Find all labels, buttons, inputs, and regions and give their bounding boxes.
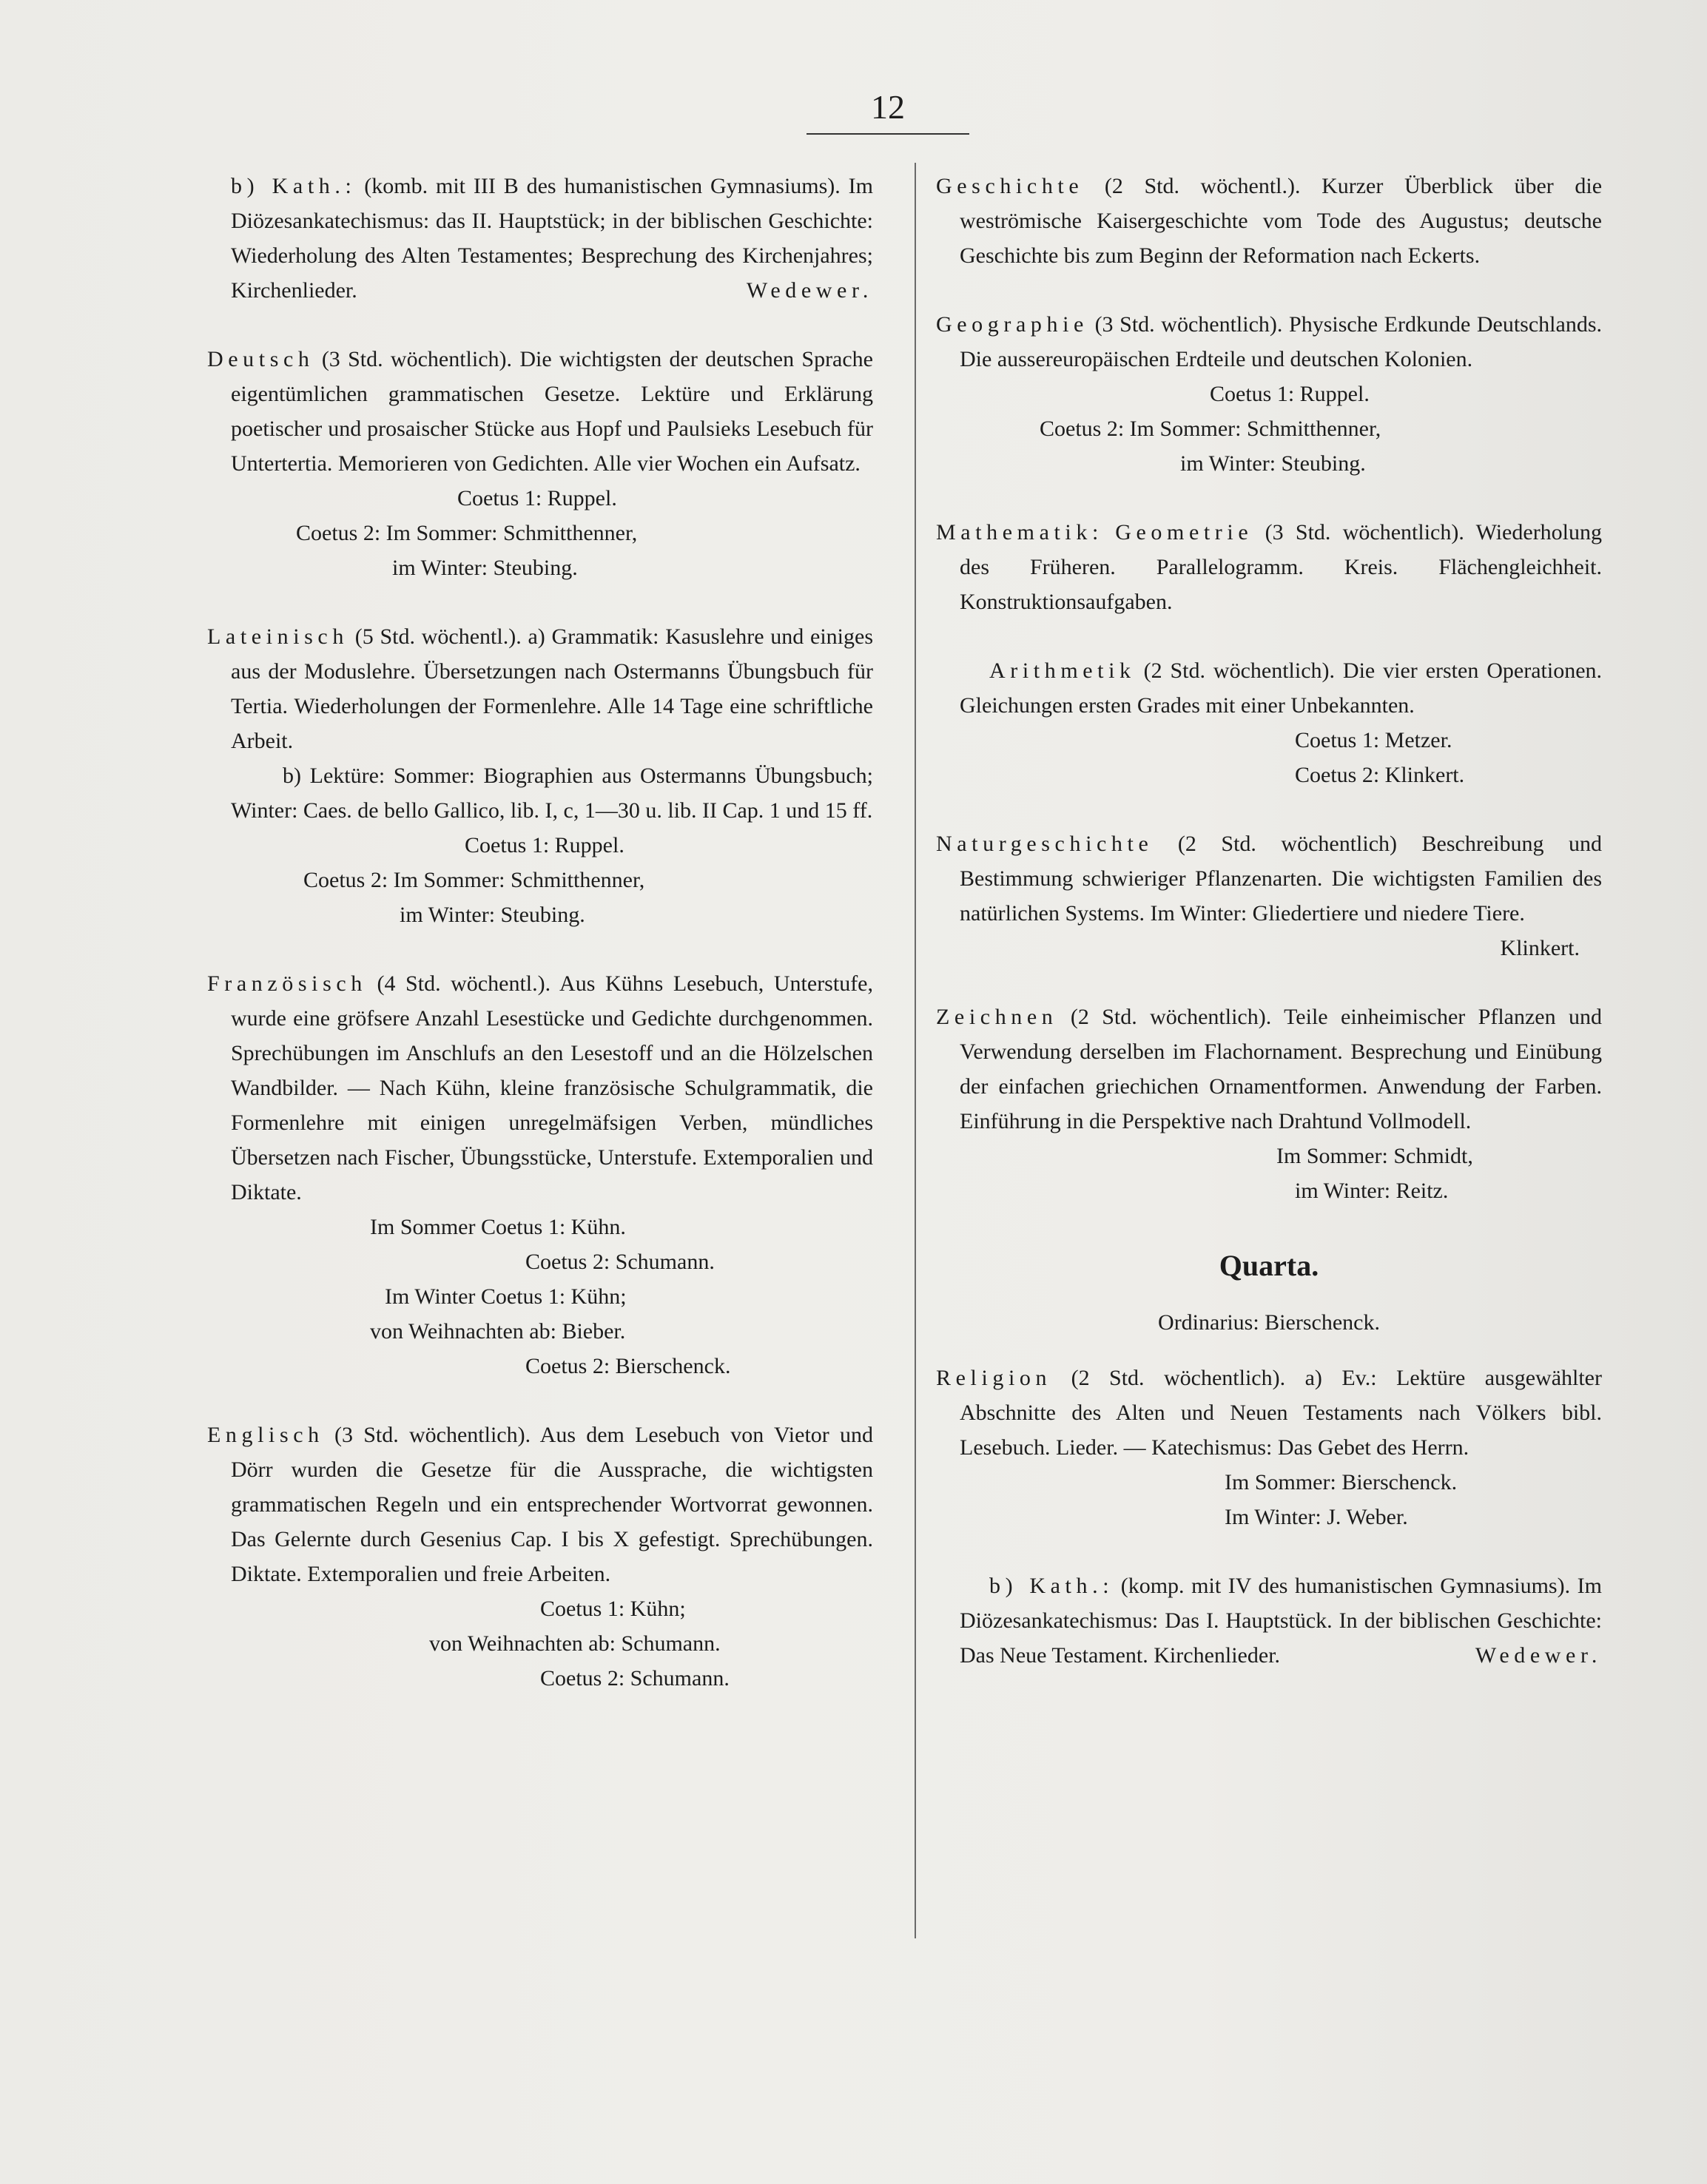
kath-right-paragraph xyxy=(936,1568,1602,1673)
kath-paragraph xyxy=(207,169,873,308)
credit-line: Coetus 1: Ruppel. xyxy=(465,833,624,857)
credit-line: im Winter: Steubing. xyxy=(400,903,585,927)
credit-line: Im Winter Coetus 1: Kühn; xyxy=(385,1284,627,1309)
naturgeschichte-paragraph xyxy=(936,826,1602,931)
franz-paragraph xyxy=(207,966,873,1210)
kath-right-heading: b) Kath.: xyxy=(989,1574,1114,1598)
credit-line: Coetus 1: Ruppel. xyxy=(1210,382,1370,406)
column-divider xyxy=(915,163,916,1938)
geographie-section xyxy=(936,307,1602,481)
latein-text: (5 Std. wöchentl.). a) Grammatik: Kasuslehre und einiges aus der Moduslehre. Übersetzungen nach Ostermanns Übungsbuch für Tertia. Wiederholungen der Formenlehre. Alle 14 Tage eine schriftliche Arbeit. xyxy=(231,624,874,753)
credit-line: Coetus 1: Kühn; xyxy=(540,1597,686,1621)
naturgeschichte-section xyxy=(936,826,1602,965)
arithmetik-paragraph xyxy=(936,653,1602,723)
zeichnen-heading: Zeichnen xyxy=(936,1005,1058,1029)
latein-paragraph-2: b) Lektüre: Sommer: Biographien aus Ostermanns Übungsbuch; Winter: Caes. de bello Gallico, lib. I, c, 1—30 u. lib. II Cap. 1 und 15 ff. xyxy=(231,764,873,823)
geschichte-section xyxy=(936,169,1602,273)
arithmetik-text: (2 Std. wöchentlich). Die vier ersten Operationen. Gleichungen ersten Grades mit einer Unbekannten. xyxy=(960,658,1603,718)
geographie-credits xyxy=(936,377,1602,481)
deutsch-heading: Deutsch xyxy=(207,347,314,371)
zeichnen-section xyxy=(936,1000,1602,1208)
latein-paragraph xyxy=(207,619,873,758)
arithmetik-section xyxy=(936,653,1602,792)
credit-line: von Weihnachten ab: Schumann. xyxy=(429,1631,721,1656)
franz-section xyxy=(207,966,873,1383)
quarta-ordinarius: Ordinarius: Bierschenck. xyxy=(1158,1310,1380,1335)
credit-line: Coetus 2: Im Sommer: Schmitthenner, xyxy=(296,521,638,545)
arithmetik-heading: Arithmetik xyxy=(989,658,1136,683)
kath-section-right xyxy=(936,1568,1602,1673)
deutsch-paragraph xyxy=(207,342,873,481)
mathematik-text: (3 Std. wöchentlich). Wiederholung des Früheren. Parallelogramm. Kreis. Flächengleichheit. Konstruktionsaufgaben. xyxy=(960,520,1603,614)
religion-paragraph xyxy=(936,1361,1602,1465)
englisch-section xyxy=(207,1418,873,1696)
religion-credits xyxy=(936,1465,1602,1534)
credit-line: Coetus 2: Klinkert. xyxy=(1295,763,1465,787)
deutsch-text: (3 Std. wöchentlich). Die wichtigsten der deutschen Sprache eigentümlichen grammatischen Gesetze. Lektüre und Erklärung poetischer und prosaischer Stücke aus Hopf und Paulsieks Lesebuch für Untertertia. Memorieren von Gedichten. Alle vier Wochen ein Aufsatz. xyxy=(231,347,874,476)
mathematik-subheading: Geometrie xyxy=(1115,520,1253,545)
credit-line: von Weihnachten ab: Bieber. xyxy=(370,1319,626,1344)
quarta-title: Quarta. xyxy=(1219,1249,1319,1282)
latein-credits xyxy=(207,828,873,932)
latein-section xyxy=(207,619,873,932)
englisch-heading: Englisch xyxy=(207,1423,324,1447)
credit-line: im Winter: Steubing. xyxy=(392,556,578,580)
englisch-text: (3 Std. wöchentlich). Aus dem Lesebuch von Vietor und Dörr wurden die Gesetze für die Aussprache, die wichtigsten grammatischen Regeln und ein entsprechender Wortvorrat gewonnen. Das Gelernte durch Gesenius Cap. I bis X gefestigt. Sprechübungen. Diktate. Extemporalien und freie Arbeiten. xyxy=(231,1423,874,1586)
kath-right-teacher: Wedewer. xyxy=(1475,1643,1602,1668)
geschichte-text: (2 Std. wöchentl.). Kurzer Überblick über die weströmische Kaisergeschichte vom Tode des Augustus; deutsche Geschichte bis zum Beginn der Reformation nach Eckerts. xyxy=(960,174,1603,268)
deutsch-section xyxy=(207,342,873,585)
credit-line: Im Sommer: Bierschenck. xyxy=(1225,1470,1458,1494)
religion-text: (2 Std. wöchentlich). a) Ev.: Lektüre ausgewählter Abschnitte des Alten und Neuen Testaments nach Völkers bibl. Lesebuch. Lieder. — Katechismus: Das Gebet des Herrn. xyxy=(960,1366,1602,1460)
page-number: 12 xyxy=(871,88,905,126)
zeichnen-text: (2 Std. wöchentlich). Teile einheimischer Pflanzen und Verwendung derselben im Flachornament. Besprechung und Einübung der einfachen griechichen Ornamentformen. Anwendung der Farben. Einführung in die Perspektive nach Drahtund Vollmodell. xyxy=(960,1005,1603,1133)
zeichnen-credits xyxy=(936,1139,1602,1208)
franz-text: (4 Std. wöchentl.). Aus Kühns Lesebuch, Unterstufe, wurde eine gröfsere Anzahl Lesestücke und Gedichte durchgenommen. Sprechübungen im Anschlufs an den Lesestoff und an die Hölzelschen Wandbilder. — Nach Kühn, kleine französische Schulgrammatik, die Formenlehre mit einigen unregelmäfsigen Verben, mündliches Übersetzen nach Fischer, Übungsstücke, Unterstufe. Extemporalien und Diktate. xyxy=(231,971,873,1204)
naturgeschichte-heading: Naturgeschichte xyxy=(936,832,1154,856)
deutsch-credits xyxy=(207,481,873,585)
mathematik-heading: Mathematik: xyxy=(936,520,1103,545)
religion-heading: Religion xyxy=(936,1366,1052,1390)
kath-section-left xyxy=(207,169,873,308)
kath-teacher: Wedewer. xyxy=(746,278,873,303)
credit-line: Coetus 1: Ruppel. xyxy=(457,486,617,510)
mathematik-paragraph xyxy=(936,515,1602,619)
credit-line: Im Winter: J. Weber. xyxy=(1225,1505,1408,1529)
geographie-text: (3 Std. wöchentlich). Physische Erdkunde Deutschlands. Die aussereuropäischen Erdteile und deutschen Kolonien. xyxy=(960,312,1603,371)
englisch-credits xyxy=(207,1591,873,1696)
credit-line: Coetus 2: Im Sommer: Schmitthenner, xyxy=(1040,417,1381,441)
franz-credits xyxy=(207,1210,873,1383)
latein-heading: Lateinisch xyxy=(207,624,349,649)
englisch-paragraph xyxy=(207,1418,873,1591)
zeichnen-paragraph xyxy=(936,1000,1602,1139)
right-column xyxy=(936,169,1602,1707)
franz-heading: Französisch xyxy=(207,971,367,996)
kath-right-text: (komp. mit IV des humanistischen Gymnasiums). Im Diözesankatechismus: Das I. Hauptstück. In der biblischen Geschichte: Das Neue Testament. Kirchenlieder. xyxy=(960,1574,1602,1668)
credit-line: im Winter: Reitz. xyxy=(1295,1179,1449,1203)
geographie-heading: Geographie xyxy=(936,312,1088,337)
naturgeschichte-teacher: Klinkert. xyxy=(1500,936,1580,960)
religion-section xyxy=(936,1361,1602,1534)
naturgeschichte-text: (2 Std. wöchentlich) Beschreibung und Bestimmung schwieriger Pflanzenarten. Die wichtigsten Familien des natürlichen Systems. Im Winter: Gliedertiere und niedere Tiere. xyxy=(960,832,1603,926)
kath-text: (komb. mit III B des humanistischen Gymnasiums). Im Diözesankatechismus: das II. Hauptstück; in der biblischen Geschichte: Wiederholung des Alten Testamentes; Besprechung des Kirchenjahres; Kirchenlieder. xyxy=(231,174,873,303)
geographie-paragraph xyxy=(936,307,1602,377)
geschichte-paragraph xyxy=(936,169,1602,273)
credit-line: im Winter: Steubing. xyxy=(1180,451,1366,476)
credit-line: Coetus 1: Metzer. xyxy=(1295,728,1452,752)
mathematik-section xyxy=(936,515,1602,619)
credit-line: Coetus 2: Schumann. xyxy=(540,1666,730,1691)
left-column xyxy=(207,169,873,1730)
page-number-rule xyxy=(807,133,969,135)
geschichte-heading: Geschichte xyxy=(936,174,1084,198)
credit-line: Coetus 2: Schumann. xyxy=(525,1250,715,1274)
credit-line: Coetus 2: Bierschenck. xyxy=(525,1354,731,1378)
credit-line: Coetus 2: Im Sommer: Schmitthenner, xyxy=(303,868,645,892)
arithmetik-credits xyxy=(936,723,1602,792)
credit-line: Im Sommer Coetus 1: Kühn. xyxy=(370,1215,626,1239)
kath-heading: b) Kath.: xyxy=(231,174,357,198)
credit-line: Im Sommer: Schmidt, xyxy=(1276,1144,1473,1168)
